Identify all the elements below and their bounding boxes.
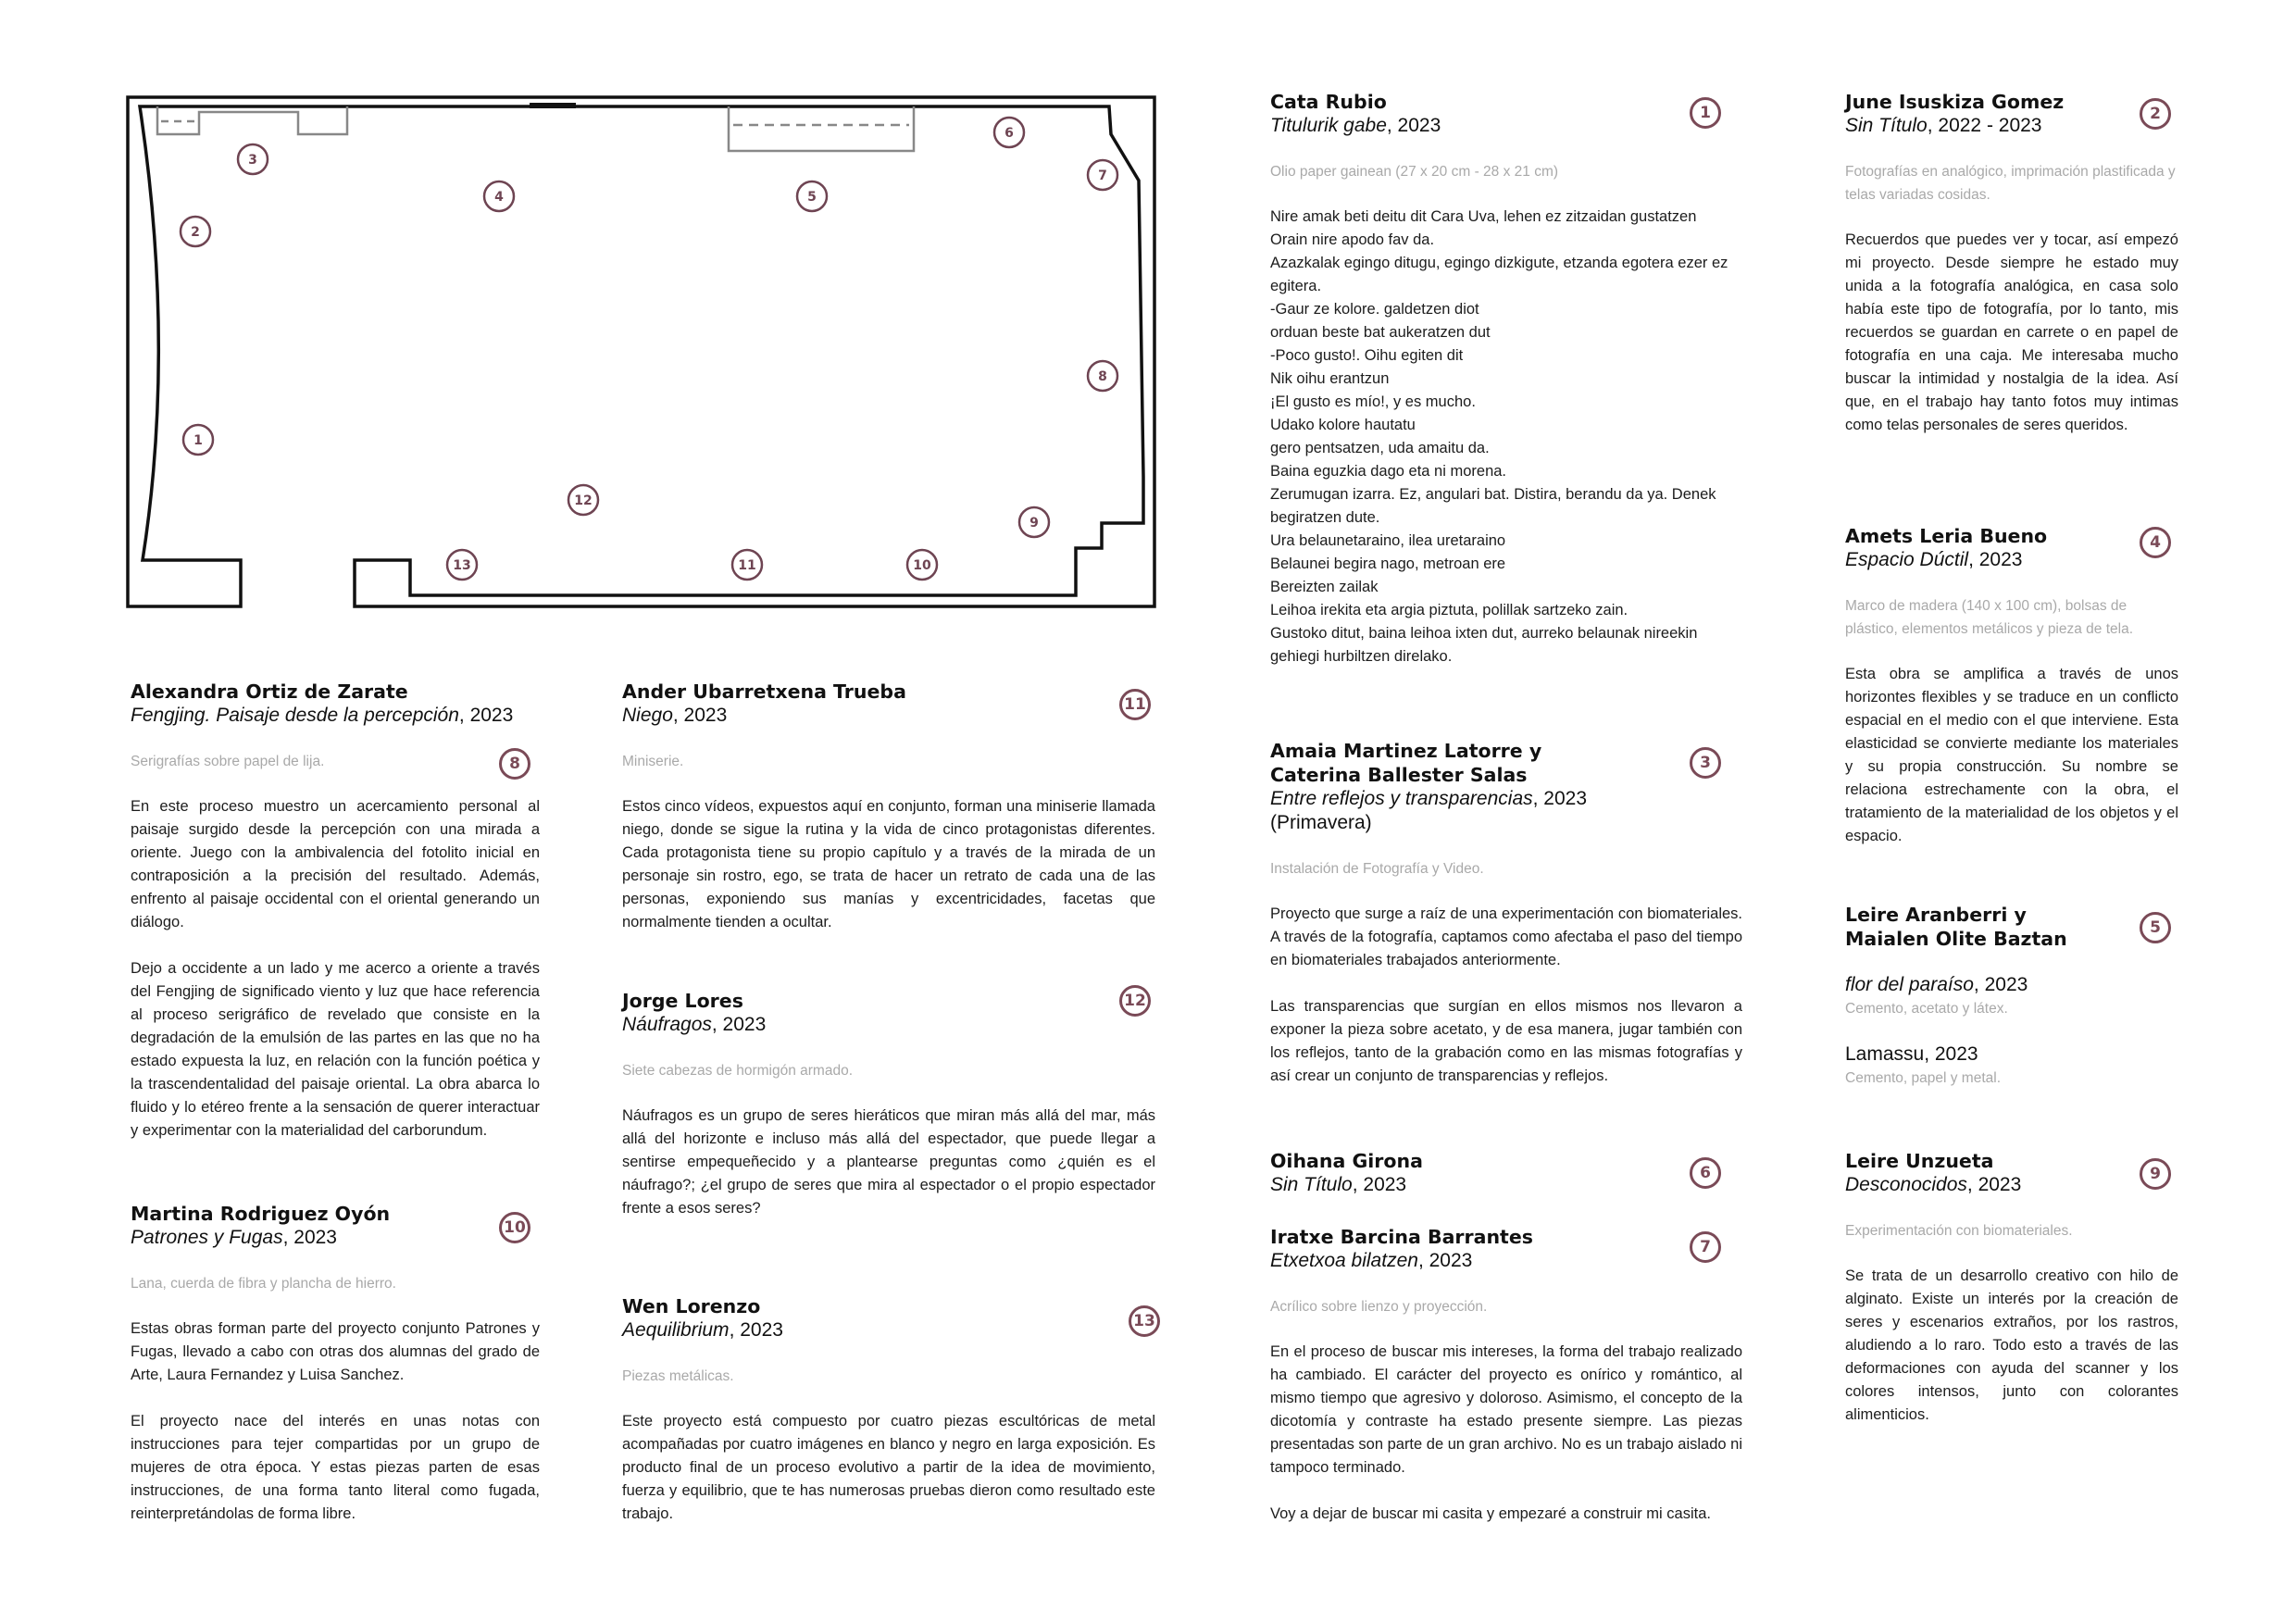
artist-name: Leire Unzueta xyxy=(1845,1150,1994,1172)
artist-name: Oihana Girona xyxy=(1270,1150,1423,1172)
work-title: Sin Título, 2023 xyxy=(1270,1174,1407,1195)
entry-10 xyxy=(131,1202,540,1526)
entry-3 xyxy=(1270,739,1742,1088)
svg-text:9: 9 xyxy=(1029,516,1039,531)
artist-name: Iratxe Barcina Barrantes xyxy=(1270,1226,1533,1248)
svg-text:11: 11 xyxy=(738,558,756,573)
floor-marker-3 xyxy=(238,144,268,174)
work-description: Recuerdos que puedes ver y tocar, así empezó mi proyecto. Desde siempre he estado muy unida a la fotografía analógica, en casa solo había este tipo de fotografía, por lo tanto, mis recuerdos se guardan en carrete o en papel de fotografía en una caja. Me interesaba mucho buscar la intimidad y nostalgia de la idea. Así que, en el trabajo hay tanto fotos muy intimas como telas personales de seres queridos. xyxy=(1845,231,2178,433)
svg-text:12: 12 xyxy=(574,493,593,508)
work-title: Titulurik gabe, 2023 xyxy=(1270,115,1441,136)
work-medium: Piezas metálicas. xyxy=(622,1368,734,1384)
poem-text: Nire amak beti deitu dit Cara Uva, lehen ez zitzaidan gustatzen Orain nire apodo fav da. Azazkalak egingo ditugu, egingo dizkigute, etzanda egotera ezer ez egitera. -Gaur ze kolore. galdetzen diot orduan beste bat aukeratzen dut -Poco gusto!. Oihu egiten dit Nik oihu erantzun ¡El gusto es mío!, y es mucho. Udako kolore hautatu gero pentsatzen, uda amaitu da. Baina eguzkia dago eta ni morena. Zerumugan izarra. Ez, angulari bat. Distira, berandu da ya. Denek begiratzen dute. Ura belaunetaraino, ilea uretaraino Belaunei begira nago, metroan ere Bereizten zailak Leihoa irekita eta argia piztuta, polillak sartzeko zain. Gustoko ditut, baina leihoa ixten dut, aurreko belaunak nireekin gehiegi hurbiltzen direlako. xyxy=(1270,208,1728,665)
entry-7 xyxy=(1270,1225,1742,1526)
entry-1 xyxy=(1270,90,1742,668)
floor-marker-2 xyxy=(181,217,210,246)
floor-marker-9 xyxy=(1019,507,1049,537)
work-description: En el proceso de buscar mis intereses, la forma del trabajo realizado ha cambiado. El carácter del proyecto es onírico y romántico, al mismo tiempo que agresivo y doloroso. Asimismo, el concepto de la dicotomía y contraste ha estado presente siempre. Las piezas presentadas son parte de un gran archivo. No es un trabajo aislado ni tampoco terminado. Voy a dejar de buscar mi casita y empezaré a construir mi casita. xyxy=(1270,1343,1742,1522)
floor-marker-10 xyxy=(907,550,937,580)
work-description: En este proceso muestro un acercamiento personal al paisaje surgido desde la percepción con una mirada a oriente. Juego con la ambivalencia del fotolito inicial en contraposición a la precisión del resultado. Además, enfrento al paisaje occidental con el oriental generando un diálogo. Dejo a occidente a un lado y me acerco a oriente a través del Fengjing de significado viento y luz que hace referencia al proceso serigráfico de revelado que consiste en la degradación de la emulsión de las partes en las que no ha estado expuesta la luz, en relación con la función poética y la trascendentalidad del paisaje oriental. La obra abarca lo fluido y lo etéreo frente a la sensación de querer interactuar y experimentar con la materialidad del carborundum. xyxy=(131,798,540,1139)
marker-badge-9: 9 xyxy=(2140,1158,2171,1190)
work-medium: Instalación de Fotografía y Video. xyxy=(1270,861,1484,877)
svg-text:13: 13 xyxy=(453,558,471,573)
marker-badge-1: 1 xyxy=(1690,97,1721,129)
entry-13 xyxy=(622,1294,1155,1526)
work-title: Desconocidos, 2023 xyxy=(1845,1174,2022,1195)
entry-12 xyxy=(622,989,1155,1220)
work-title: Niego, 2023 xyxy=(622,705,728,726)
doorway-mark xyxy=(530,103,576,108)
work-description: Náufragos es un grupo de seres hieráticos que miran más allá del mar, más allá del horizonte e incluso más allá del espectador, que puede llegar a sentirse empequeñecido y a plantearse preguntas como ¿quién es el náufrago?; ¿el grupo de seres que mira al espectador o el propio espectador frente a esos seres? xyxy=(622,1107,1155,1217)
entry-9 xyxy=(1845,1149,2178,1427)
entry-6 xyxy=(1270,1149,1742,1197)
work-title: Fengjing. Paisaje desde la percepción, 2023 xyxy=(131,705,514,726)
artist-name-line1: Amaia Martinez Latorre y xyxy=(1270,740,1542,762)
work-description: Estos cinco vídeos, expuestos aquí en conjunto, forman una miniserie llamada niego, donde se sigue la rutina y la vida de cinco protagonistas diferentes. Cada protagonista tiene su propio capítulo y a través de la mirada de un personaje sin rostro, ego, se trata de hacer un retrato de cada una de las personas, exponiendo sus manías y excentricidades, facetas que normalmente tienden a ocultar. xyxy=(622,798,1155,930)
work-medium: Siete cabezas de hormigón armado. xyxy=(622,1063,854,1079)
svg-text:5: 5 xyxy=(807,190,817,205)
artist-name: June Isuskiza Gomez xyxy=(1845,91,2065,113)
marker-badge-6: 6 xyxy=(1690,1157,1721,1189)
svg-text:2: 2 xyxy=(191,225,200,240)
work-title: Entre reflejos y transparencias, 2023 xyxy=(1270,788,1588,809)
work-title: Aequilibrium, 2023 xyxy=(622,1319,783,1341)
work-title: Patrones y Fugas, 2023 xyxy=(131,1227,337,1248)
entry-2 xyxy=(1845,90,2178,437)
marker-badge-12: 12 xyxy=(1119,985,1151,1017)
artist-name: Martina Rodriguez Oyón xyxy=(131,1203,391,1225)
artist-name-line2: Caterina Ballester Salas xyxy=(1270,764,1528,786)
artist-name: Ander Ubarretxena Trueba xyxy=(622,680,906,703)
svg-text:7: 7 xyxy=(1098,169,1107,183)
work-medium: Olio paper gainean (27 x 20 cm - 28 x 21 cm) xyxy=(1270,164,1559,180)
cabinet-left xyxy=(157,106,347,134)
marker-badge-4: 4 xyxy=(2140,527,2171,558)
entry-4 xyxy=(1845,524,2178,848)
marker-badge-5: 5 xyxy=(2140,912,2171,943)
floor-marker-12 xyxy=(568,485,598,515)
marker-badge-2: 2 xyxy=(2140,98,2171,130)
work-title: Sin Título, 2022 - 2023 xyxy=(1845,115,2042,136)
work-title-2: Lamassu, 2023 xyxy=(1845,1043,1978,1065)
work-medium: Serigrafías sobre papel de lija. xyxy=(131,754,325,769)
artist-name: Amets Leria Bueno xyxy=(1845,525,2048,547)
gallery-floor-plan xyxy=(120,88,1162,625)
work-medium-2: Cemento, papel y metal. xyxy=(1845,1070,2002,1086)
marker-badge-11: 11 xyxy=(1119,689,1151,720)
floor-marker-1 xyxy=(183,425,213,455)
artist-name: Wen Lorenzo xyxy=(622,1295,761,1317)
svg-text:1: 1 xyxy=(193,433,203,448)
entry-11 xyxy=(622,680,1155,934)
marker-badge-7: 7 xyxy=(1690,1231,1721,1263)
svg-text:3: 3 xyxy=(248,153,257,168)
outer-wall xyxy=(128,97,1154,606)
floor-marker-6 xyxy=(994,118,1024,147)
work-title: Espacio Dúctil, 2023 xyxy=(1845,549,2023,570)
artist-name-line1: Leire Aranberri y xyxy=(1845,904,2027,926)
work-medium: Acrílico sobre lienzo y proyección. xyxy=(1270,1299,1488,1315)
marker-badge-3: 3 xyxy=(1690,747,1721,779)
marker-badge-10: 10 xyxy=(499,1212,530,1243)
svg-text:8: 8 xyxy=(1098,369,1107,384)
work-description: Este proyecto está compuesto por cuatro piezas escultóricas de metal acompañadas por cuatro imágenes en blanco y negro en larga exposición. Es producto final de un proceso evolutivo a partir de la idea de movimiento, fuerza y equilibrio, que te has numerosas pruebas dieron como resultado este trabajo. xyxy=(622,1413,1155,1522)
artist-name-line2: Maialen Olite Baztan xyxy=(1845,928,2067,950)
floor-marker-4 xyxy=(484,181,514,211)
entry-8 xyxy=(131,680,540,1142)
floor-plan-markers xyxy=(181,118,1117,580)
floor-marker-13 xyxy=(447,550,477,580)
work-medium: Marco de madera (140 x 100 cm), bolsas de plástico, elementos metálicos y pieza de tela. xyxy=(1845,598,2134,637)
work-medium: Miniserie. xyxy=(622,754,684,769)
work-title-1: flor del paraíso, 2023 xyxy=(1845,974,2028,995)
work-description: Estas obras forman parte del proyecto conjunto Patrones y Fugas, llevado a cabo con otras dos alumnas del grado de Arte, Laura Fernandez y Luisa Sanchez. El proyecto nace del interés en unas notas con instrucciones para tejer compartidas por un grupo de mujeres de otra época. Y estas piezas parten de esas instrucciones, de una forma tanto literal como fugada, reinterpretándolas de forma libre. xyxy=(131,1320,540,1522)
floor-marker-5 xyxy=(797,181,827,211)
work-description: Se trata de un desarrollo creativo con hilo de alginato. Existe un interés por la creación de seres y escenarios extraños, por los rastros, aludiendo a lo raro. Todo esto a través de las deformaciones con ayuda del scanner y los colores intensos, junto con colorantes alimenticios. xyxy=(1845,1267,2178,1423)
work-medium: Lana, cuerda de fibra y plancha de hierro. xyxy=(131,1276,396,1292)
marker-badge-8: 8 xyxy=(499,748,530,780)
work-description: Esta obra se amplifica a través de unos horizontes flexibles y se traduce en un conflicto espacial en el medio con el que interviene. Esta elasticidad se convierte mediante los materiales y su propia construcción. Su nombre se relaciona estrechamente con la obra, el tratamiento de la materialidad de los objetos y el espacio. xyxy=(1845,666,2178,844)
work-title: Etxetxoa bilatzen, 2023 xyxy=(1270,1250,1473,1271)
work-description: Proyecto que surge a raíz de una experimentación con biomateriales. A través de la fotografía, captamos como afectaba el paso del tiempo en biomateriales trabajados anteriormente. Las transparencias que surgían en ellos mismos nos llevaron a exponer la pieza sobre acetato, y de esa manera, jugar también con los reflejos, tanto de la grabación como en las mismas fotografías y así crear un conjunto de transparencias y reflejos. xyxy=(1270,905,1742,1084)
svg-text:4: 4 xyxy=(494,190,504,205)
work-medium: Experimentación con biomateriales. xyxy=(1845,1223,2073,1239)
svg-text:10: 10 xyxy=(913,558,931,573)
floor-marker-8 xyxy=(1088,361,1117,391)
work-title: Náufragos, 2023 xyxy=(622,1014,767,1035)
cabinet-center xyxy=(729,106,914,151)
artist-name: Alexandra Ortiz de Zarate xyxy=(131,680,408,703)
work-medium-1: Cemento, acetato y látex. xyxy=(1845,1001,2008,1017)
artist-name: Jorge Lores xyxy=(622,990,743,1012)
marker-badge-13: 13 xyxy=(1129,1305,1160,1337)
entry-5 xyxy=(1845,903,2178,1090)
floor-marker-11 xyxy=(732,550,762,580)
svg-text:6: 6 xyxy=(1004,126,1014,141)
floor-marker-7 xyxy=(1088,160,1117,190)
work-note: (Primavera) xyxy=(1270,812,1372,833)
work-medium: Fotografías en analógico, imprimación plastificada y telas variadas cosidas. xyxy=(1845,164,2176,203)
artist-name: Cata Rubio xyxy=(1270,91,1387,113)
